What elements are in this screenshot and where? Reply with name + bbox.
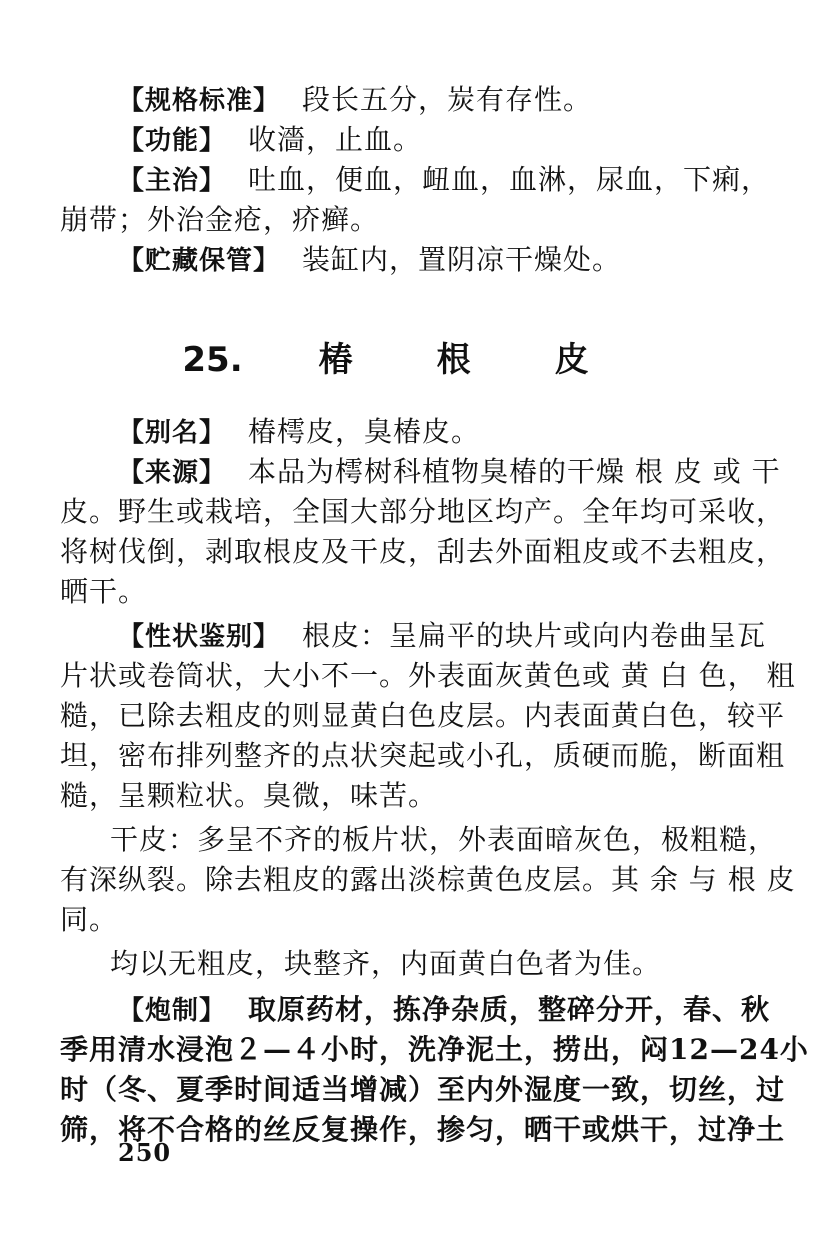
processing-text-1: 取原药材，拣净杂质，整碎分开，春、秋 bbox=[248, 993, 771, 1026]
identification-label: 【性状鉴别】 bbox=[118, 622, 281, 652]
section-number: 25. bbox=[182, 340, 243, 380]
identification-line-5 bbox=[60, 776, 740, 816]
processing-text-3: 时（冬、夏季时间适当增减）至内外湿度一致，切丝，过 bbox=[60, 1073, 786, 1106]
spec-text: 段长五分，炭有存性。 bbox=[302, 83, 593, 116]
function-line bbox=[60, 120, 740, 160]
trunk-bark-line-3 bbox=[60, 900, 740, 940]
storage-line bbox=[60, 240, 740, 280]
function-label: 【功能】 bbox=[118, 126, 227, 156]
indication-line-1 bbox=[60, 160, 771, 200]
indication-text-1: 吐血，便血，衄血，血淋，尿血，下痢， bbox=[248, 163, 771, 196]
source-line-2 bbox=[60, 492, 786, 532]
identification-text-1: 根皮：呈扁平的块片或向内卷曲呈瓦 bbox=[302, 619, 767, 652]
trunk-bark-text-1: 干皮：多呈不齐的板片状，外表面暗灰色，极粗糙， bbox=[110, 823, 778, 856]
source-text-2: 皮。野生或栽培，全国大部分地区均产。全年均可采收， bbox=[60, 495, 786, 528]
function-text: 收濇，止血。 bbox=[248, 123, 423, 156]
storage-text: 装缸内，置阴凉干燥处。 bbox=[302, 243, 622, 276]
title-char-3: 皮 bbox=[554, 340, 589, 380]
quality-text: 均以无粗皮，块整齐，内面黄白色者为佳。 bbox=[110, 947, 662, 980]
processing-label: 【炮制】 bbox=[118, 996, 227, 1026]
identification-line-3 bbox=[60, 696, 786, 736]
title-char-2: 根 bbox=[436, 340, 471, 380]
quality-line bbox=[60, 944, 740, 984]
indication-text-2: 崩带；外治金疮，疥癣。 bbox=[60, 203, 380, 236]
source-text-3: 将树伐倒，剥取根皮及干皮，刮去外面粗皮或不去粗皮， bbox=[60, 535, 786, 568]
trunk-bark-line-2 bbox=[60, 860, 796, 900]
trunk-bark-line-1 bbox=[60, 820, 778, 860]
entry-body bbox=[60, 412, 809, 1150]
spec-label: 【规格标准】 bbox=[118, 86, 281, 116]
identification-line-1 bbox=[60, 616, 767, 656]
identification-line-2 bbox=[60, 656, 796, 696]
processing-text-4: 筛，将不合格的丝反复操作，掺匀，晒干或烘干，过净土 bbox=[60, 1113, 786, 1146]
identification-line-4 bbox=[60, 736, 786, 776]
identification-text-3: 糙，已除去粗皮的则显黄白色皮层。内表面黄白色，较平 bbox=[60, 699, 786, 732]
identification-text-5: 糙，呈颗粒状。臭微，味苦。 bbox=[60, 779, 438, 812]
alias-label: 【别名】 bbox=[118, 418, 227, 448]
spec-line bbox=[60, 80, 740, 120]
processing-line-1 bbox=[60, 990, 771, 1030]
indication-line-2 bbox=[60, 200, 740, 240]
source-label: 【来源】 bbox=[118, 458, 227, 488]
trunk-bark-text-3: 同。 bbox=[60, 903, 119, 936]
identification-text-4: 坦，密布排列整齐的点状突起或小孔，质硬而脆，断面粗 bbox=[60, 739, 786, 772]
processing-line-3 bbox=[60, 1070, 786, 1110]
source-line-1 bbox=[60, 452, 781, 492]
trunk-bark-text-2: 有深纵裂。除去粗皮的露出淡棕黄色皮层。其 余 与 根 皮 bbox=[60, 863, 796, 896]
storage-label: 【贮藏保管】 bbox=[118, 246, 281, 276]
source-line-4 bbox=[60, 572, 740, 612]
alias-line bbox=[60, 412, 740, 452]
processing-text-2: 季用清水浸泡２—４小时，洗净泥土，捞出，闷12—24小 bbox=[60, 1033, 809, 1066]
top-section bbox=[60, 80, 771, 280]
source-line-3 bbox=[60, 532, 786, 572]
source-text-4: 晒干。 bbox=[60, 575, 148, 608]
source-text-1: 本品为樗树科植物臭椿的干燥 根 皮 或 干 bbox=[248, 455, 781, 488]
alias-text: 椿樗皮，臭椿皮。 bbox=[248, 415, 481, 448]
processing-line-2 bbox=[60, 1030, 809, 1070]
identification-text-2: 片状或卷筒状，大小不一。外表面灰黄色或 黄 白 色， 粗 bbox=[60, 659, 796, 692]
title-char-1: 椿 bbox=[318, 340, 353, 380]
page-number: 250 bbox=[118, 1138, 172, 1167]
section-title bbox=[0, 338, 813, 382]
indication-label: 【主治】 bbox=[118, 166, 227, 196]
